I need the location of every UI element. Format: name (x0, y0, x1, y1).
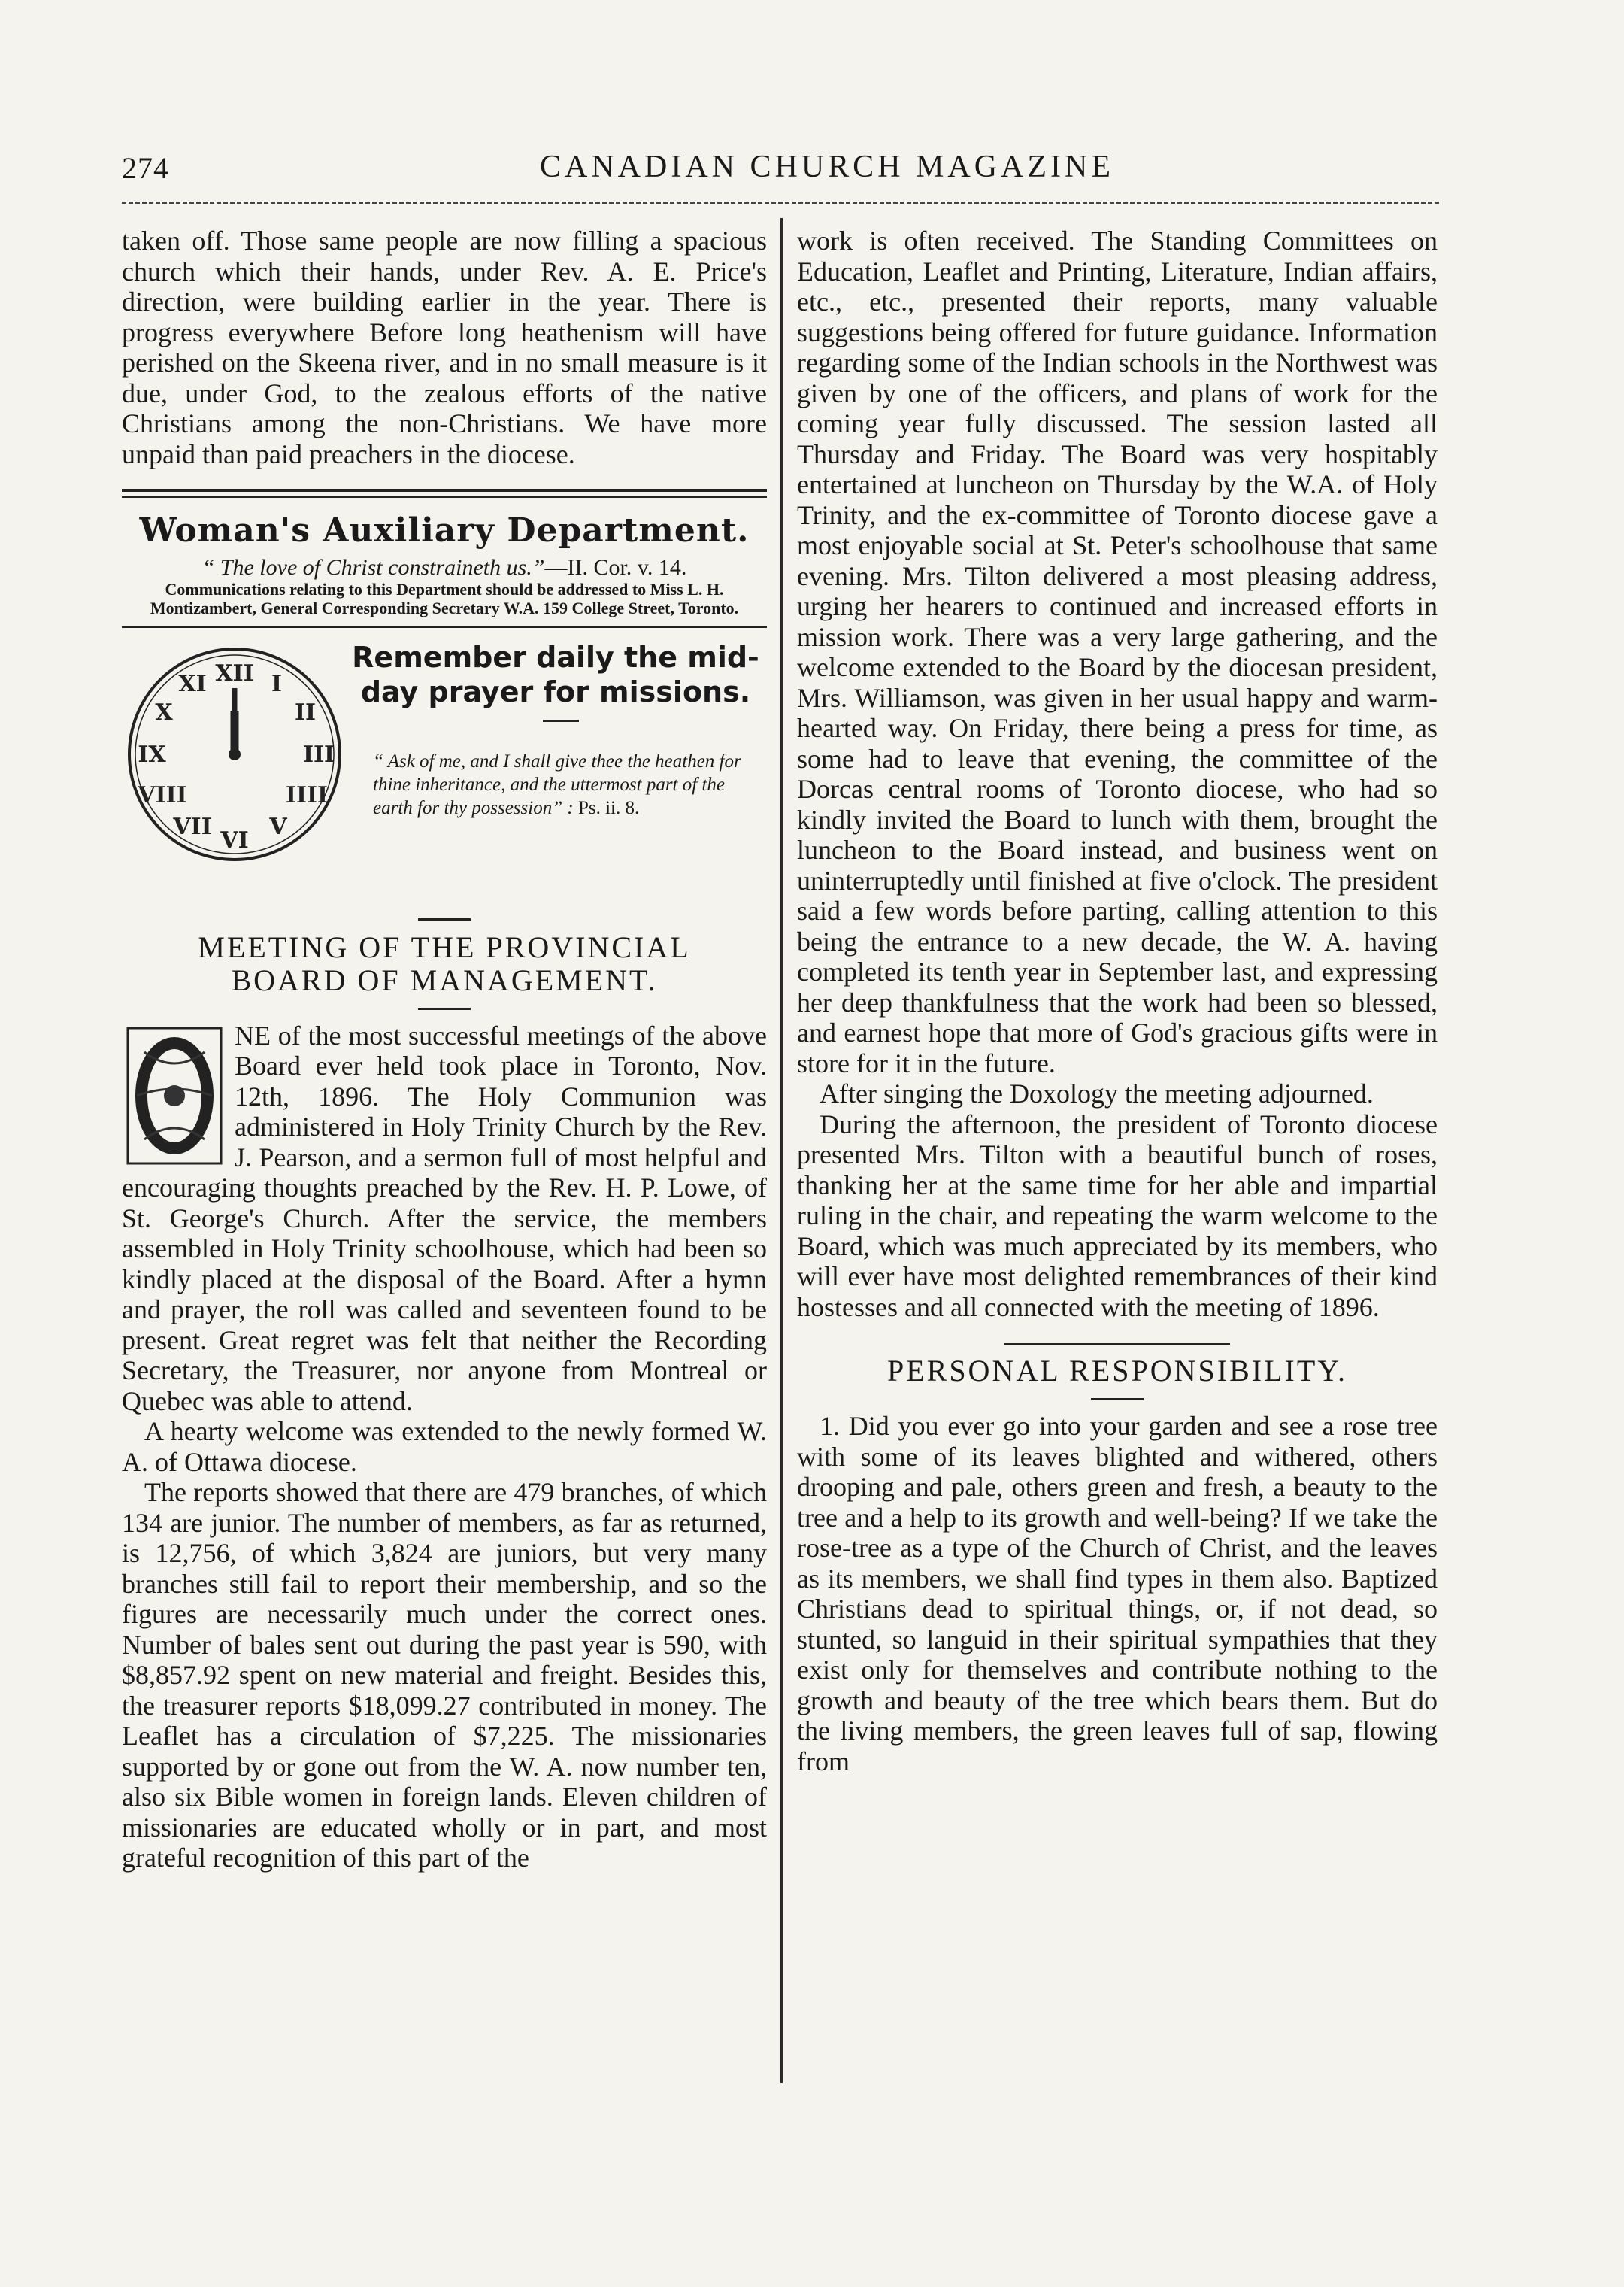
meeting-paragraph-5: After singing the Doxology the meeting adjourned. (820, 1078, 1374, 1109)
article-title-line-1: MEETING OF THE PROVINCIAL (198, 930, 691, 964)
department-title: Woman's Auxiliary Department. (139, 511, 750, 550)
section-double-rule (122, 489, 767, 498)
department-notice: Communications relating to this Department should be addressed to Miss L. H. Montizambert, General Corresponding Secretary W.A. 159 College Street, Toronto. (150, 579, 739, 617)
meeting-paragraph-4: work is often received. The Standing Committees on Education, Leaflet and Printing, Literature, Indian affairs, etc., etc., presented their reports, many valuable suggestions being offered for future guidance. Information regarding some of the Indian schools in the Northwest was given by one of the officers, and plans of work for the coming year fully discussed. The session lasted all Thursday and Friday. The Board was very hospitably entertained at luncheon on Thursday by the W.A. of Holy Trinity, and the ex-committee of Toronto diocese gave a most enjoyable social at St. Peter's schoolhouse that same evening. Mrs. Tilton delivered a most pleasing address, urging her hearers to continued and increased efforts in mission work. There was a very large gathering, and the welcome extended to the Board by the diocesan president, Mrs. Williamson, was given in her usual happy and warm-hearted way. On Friday, there being a press for time, as some had to leave that evening, the committee of the Dorcas central rooms of Toronto diocese, who had so kindly invited the Board to lunch with them, brought the luncheon to the Board instead, and business went on uninterruptedly until finished at five o'clock. The president said a few words before parting, calling attention to this being the entrance to a new decade, the W. A. having completed its tenth year in September last, and expressing her deep thankfulness that the work had been so blessed, and earnest hope that more of God's gracious gifts were in store for it in the future. (797, 226, 1438, 1078)
svg-text:IIII: IIII (285, 781, 329, 808)
article-title-meeting (122, 931, 767, 997)
article-body (122, 1021, 767, 1873)
left-column (122, 226, 767, 2091)
svg-text:XI: XI (178, 670, 207, 697)
reminder-dash (543, 720, 579, 722)
psalm-ref: Ps. ii. 8. (577, 797, 640, 818)
notice-rule (122, 626, 767, 628)
meeting-paragraph-2: A hearty welcome was extended to the newly formed W. A. of Ottawa diocese. (122, 1416, 767, 1477)
prayer-reminder-block (122, 637, 767, 908)
svg-text:VII: VII (173, 813, 212, 840)
responsibility-paragraph-1: 1. Did you ever go into your garden and see a rose tree with some of its leaves blighted and withered, others drooping and pale, others green and fresh, a beauty to the tree and a help to its growth and well-being? If we take the rose-tree as a type of the Church of Christ, and the leaves as its members, we shall find types in them also. Baptized Christians dead to spiritual things, or, if not dead, so stunted, so languid in their spiritual sympathies that they exist only for themselves and contribute nothing to the growth and beauty of the tree which bears them. But do the living members, the green leaves full of sap, flowing from (797, 1411, 1438, 1776)
article-separator (418, 918, 471, 921)
svg-text:IX: IX (138, 741, 166, 768)
clock-icon (122, 642, 347, 867)
epigraph-ref: —II. Cor. v. 14. (544, 554, 687, 580)
svg-text:XII: XII (215, 660, 254, 687)
epigraph-quote: “ The love of Christ constraineth us.” (201, 554, 545, 580)
svg-text:V: V (269, 813, 287, 840)
svg-text:VI: VI (220, 827, 249, 854)
meeting-paragraph-1: NE of the most successful meetings of the above Board ever held took place in Toronto, Nov. 12th, 1896. The Holy Communion was administered in Holy Trinity Church by the Rev. J. Pearson, and a sermon full of most helpful and encouraging thoughts preached by the Rev. H. P. Lowe, of St. George's Church. After the service, the members assembled in Holy Trinity schoolhouse, which had been so kindly placed at the disposal of the Board. After a hymn and prayer, the roll was called and seventeen found to be present. Great regret was felt that neither the Recording Secretary, the Treasurer, nor anyone from Montreal or Quebec was able to attend. (122, 1020, 767, 1416)
right-column (797, 226, 1438, 2091)
meeting-paragraph-6: During the afternoon, the president of Toronto diocese presented Mrs. Tilton with a beautiful bunch of roses, thanking her at the same time for her able and impartial ruling in the chair, and repeating the warm welcome to the Board, which was much appreciated by its members, who will ever have most delighted remembrances of their kind hostesses and all connected with the meeting of 1896. (797, 1109, 1438, 1322)
psalm-text: “ Ask of me, and I shall give thee the heathen for thine inheritance, and the uttermost part of the earth for thy possession” : (373, 751, 741, 818)
header-rule (122, 202, 1439, 204)
article-separator-right (1004, 1343, 1230, 1345)
article-title-line-2: BOARD OF MANAGEMENT. (231, 963, 658, 997)
svg-text:II: II (294, 699, 317, 726)
meeting-paragraph-3: The reports showed that there are 479 branches, of which 134 are junior. The number of members, as far as returned, is 12,756, of which 3,824 are juniors, but very many branches still fail to report their membership, and so the figures are necessarily much under the correct ones. Number of bales sent out during the past year is 590, with $8,857.92 spent on new material and freight. Besides this, the treasurer reports $18,099.27 contributed in money. The Leaflet has a circulation of $7,225. The missionaries supported by or gone out from the W. A. now number ten, also six Bible women in foreign lands. Eleven children of missionaries are educated wholly or in part, and most grateful recognition of this part of the (122, 1477, 767, 1873)
article-title-responsibility: PERSONAL RESPONSIBILITY. (886, 1354, 1348, 1388)
svg-text:X: X (155, 699, 173, 726)
epigraph (122, 556, 767, 580)
prayer-reminder: Remember daily the mid-day prayer for missions. (352, 640, 759, 708)
responsibility-title-rule (1091, 1398, 1144, 1400)
article-title-rule (418, 1008, 471, 1010)
ornamental-initial-o-icon (122, 1022, 227, 1169)
column-divider (780, 218, 783, 2083)
opening-paragraph: taken off. Those same people are now filling a spacious church which their hands, under Rev. A. E. Price's direction, were building earlier in the year. There is progress everywhere Before long heathenism will have perished on the Skeena river, and in no small measure is it due, under God, to the zealous efforts of the native Christians among the non-Christians. We have more unpaid than paid preachers in the diocese. (122, 226, 767, 469)
svg-text:III: III (302, 741, 335, 768)
svg-text:VIII: VIII (138, 781, 187, 808)
psalm-quote (373, 750, 767, 820)
svg-text:I: I (271, 670, 283, 697)
running-title: CANADIAN CHURCH MAGAZINE (540, 150, 1114, 184)
page-number: 274 (122, 151, 169, 185)
